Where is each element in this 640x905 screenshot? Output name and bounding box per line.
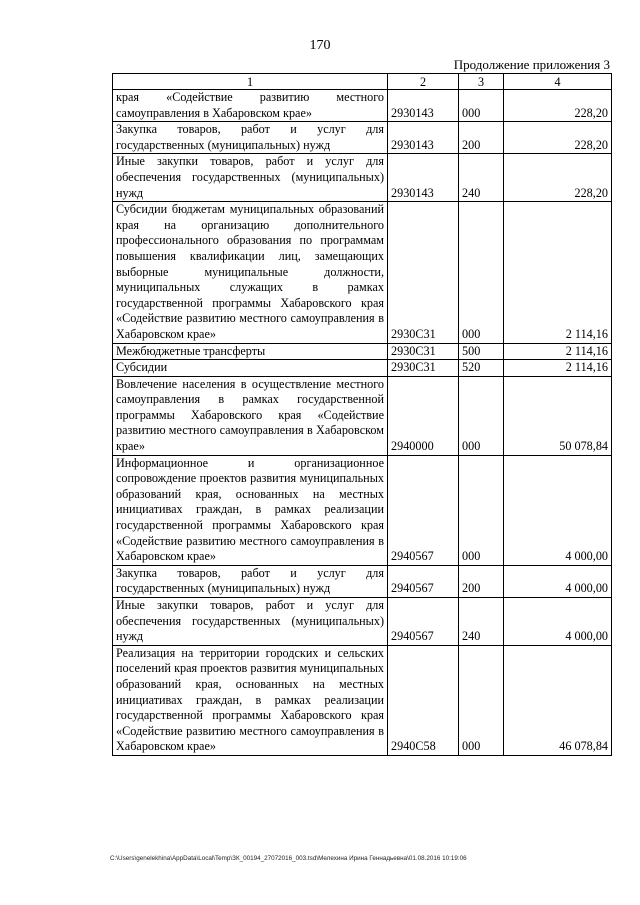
expense-type-cell: 000 bbox=[459, 90, 504, 122]
amount-cell: 2 114,16 bbox=[504, 202, 612, 343]
expense-type-cell: 520 bbox=[459, 360, 504, 377]
expense-type-cell: 500 bbox=[459, 343, 504, 360]
row-description: Межбюджетные трансферты bbox=[113, 343, 388, 360]
table-row bbox=[113, 455, 612, 565]
row-description: Реализация на территории городских и сельских поселений края проектов развития муниципальных образований края, основанных на местных инициативах граждан, в рамках реализации государственной программы Хабаровского края «Содействие развитию местного самоуправления в Хабаровском крае» bbox=[113, 645, 388, 755]
file-path-footer: C:\Users\genelekhina\AppData\Local\Temp\ЗК_00194_27072016_003.tsd\Мелехина Ирина Геннадьевна\01.08.2016 10:19:06 bbox=[110, 855, 467, 862]
table-row bbox=[113, 90, 612, 122]
target-code-cell: 2930143 bbox=[388, 90, 459, 122]
table-row bbox=[113, 343, 612, 360]
table-row bbox=[113, 376, 612, 455]
row-description: Информационное и организационное сопровождение проектов развития муниципальных образований края, основанных на местных инициативах граждан, в рамках реализации государственной программы Хабаровского края «Содействие развитию местного самоуправления в Хабаровском крае» bbox=[113, 455, 388, 565]
amount-cell: 2 114,16 bbox=[504, 360, 612, 377]
row-description: Вовлечение населения в осуществление местного самоуправления в рамках государственной программы Хабаровского края «Содействие развитию местного самоуправления в Хабаровском крае» bbox=[113, 376, 388, 455]
table-row bbox=[113, 598, 612, 646]
target-code-cell: 2930С31 bbox=[388, 202, 459, 343]
table-row bbox=[113, 154, 612, 202]
expense-type-cell: 240 bbox=[459, 598, 504, 646]
table-header-row bbox=[113, 74, 612, 90]
target-code-cell: 2940567 bbox=[388, 455, 459, 565]
table-row bbox=[113, 360, 612, 377]
amount-cell: 4 000,00 bbox=[504, 455, 612, 565]
target-code-cell: 2940567 bbox=[388, 598, 459, 646]
row-description: Иные закупки товаров, работ и услуг для обеспечения государственных (муниципальных) нужд bbox=[113, 598, 388, 646]
expense-type-cell: 240 bbox=[459, 154, 504, 202]
amount-cell: 2 114,16 bbox=[504, 343, 612, 360]
row-description: Субсидии бюджетам муниципальных образований края на организацию дополнительного профессионального образования по программам повышения квалификации лиц, замещающих выборные муниципальные должности, муниципальных служащих в рамках государственной программы Хабаровского края «Содействие развитию местного самоуправления в Хабаровском крае» bbox=[113, 202, 388, 343]
appendix-continuation-label: Продолжение приложения 3 bbox=[453, 57, 610, 72]
expense-type-cell: 000 bbox=[459, 455, 504, 565]
table-row bbox=[113, 122, 612, 154]
row-description: Субсидии bbox=[113, 360, 388, 377]
expense-type-cell: 000 bbox=[459, 645, 504, 755]
expense-type-cell: 000 bbox=[459, 202, 504, 343]
target-code-cell: 2930С31 bbox=[388, 360, 459, 377]
row-description: Иные закупки товаров, работ и услуг для обеспечения государственных (муниципальных) нужд bbox=[113, 154, 388, 202]
target-code-cell: 2940000 bbox=[388, 376, 459, 455]
amount-cell: 228,20 bbox=[504, 154, 612, 202]
expense-type-cell: 200 bbox=[459, 565, 504, 597]
header-col-1: 1 bbox=[113, 74, 388, 90]
header-col-2: 2 bbox=[388, 74, 459, 90]
amount-cell: 46 078,84 bbox=[504, 645, 612, 755]
header-col-4: 4 bbox=[504, 74, 612, 90]
table-row bbox=[113, 565, 612, 597]
budget-table bbox=[112, 73, 612, 756]
page-number: 170 bbox=[309, 38, 331, 53]
target-code-cell: 2930143 bbox=[388, 122, 459, 154]
target-code-cell: 2940567 bbox=[388, 565, 459, 597]
amount-cell: 228,20 bbox=[504, 122, 612, 154]
target-code-cell: 2930143 bbox=[388, 154, 459, 202]
expense-type-cell: 000 bbox=[459, 376, 504, 455]
row-description: края «Содействие развитию местного самоуправления в Хабаровском крае» bbox=[113, 90, 388, 122]
target-code-cell: 2930С31 bbox=[388, 343, 459, 360]
table-row bbox=[113, 202, 612, 343]
table-row bbox=[113, 645, 612, 755]
amount-cell: 50 078,84 bbox=[504, 376, 612, 455]
amount-cell: 4 000,00 bbox=[504, 598, 612, 646]
amount-cell: 4 000,00 bbox=[504, 565, 612, 597]
target-code-cell: 2940С58 bbox=[388, 645, 459, 755]
header-col-3: 3 bbox=[459, 74, 504, 90]
row-description: Закупка товаров, работ и услуг для государственных (муниципальных) нужд bbox=[113, 122, 388, 154]
row-description: Закупка товаров, работ и услуг для государственных (муниципальных) нужд bbox=[113, 565, 388, 597]
expense-type-cell: 200 bbox=[459, 122, 504, 154]
amount-cell: 228,20 bbox=[504, 90, 612, 122]
